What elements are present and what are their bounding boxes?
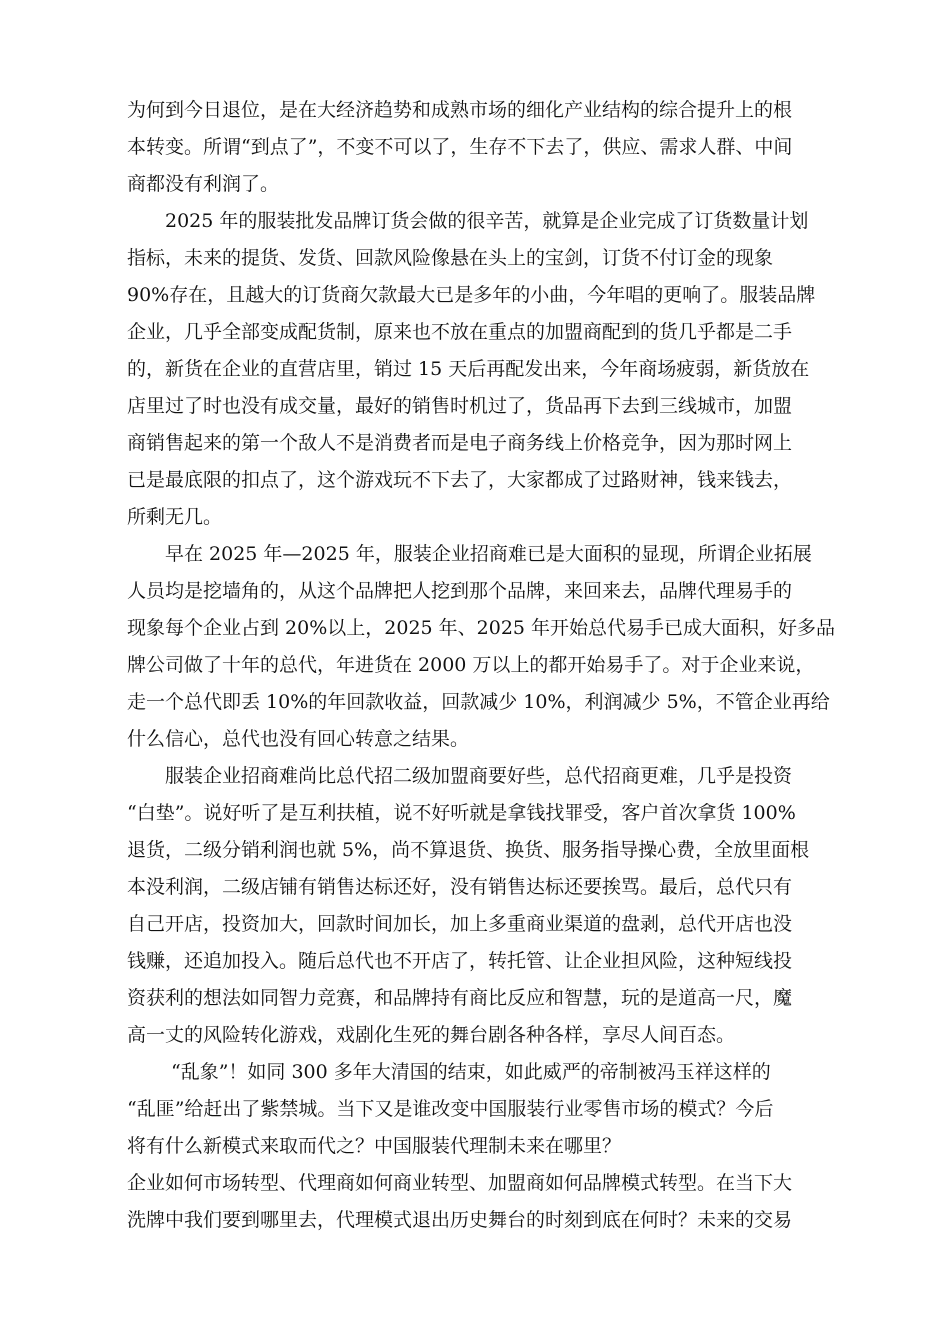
text-line: 90%存在，且越大的订货商欠款最大已是多年的小曲，今年唱的更响了。服装品牌 <box>127 284 816 306</box>
text-line: 钱赚，还追加投入。随后总代也不开店了，转托管、让企业担风险，这种短线投 <box>127 950 793 972</box>
document-body <box>127 92 836 1239</box>
text-line: 指标，未来的提货、发货、回款风险像悬在头上的宝剑，订货不付订金的现象 <box>127 247 774 269</box>
text-line: 高一丈的风险转化游戏，戏剧化生死的舞台剧各种各样，享尽人间百态。 <box>127 1024 736 1046</box>
text-line: 什么信心，总代也没有回心转意之结果。 <box>127 728 470 750</box>
text-line: 的，新货在企业的直营店里，销过 15 天后再配发出来，今年商场疲弱，新货放在 <box>127 358 810 380</box>
text-line: 退货，二级分销利润也就 5%，尚不算退货、换货、服务指导操心费，全放里面根 <box>127 839 810 861</box>
text-line: 企业，几乎全部变成配货制，原来也不放在重点的加盟商配到的货几乎都是二手 <box>127 321 793 343</box>
text-line: 商都没有利润了。 <box>127 173 280 195</box>
text-line: 企业如何市场转型、代理商如何商业转型、加盟商如何品牌模式转型。在当下大 <box>127 1172 793 1194</box>
text-line: 本转变。所谓“到点了”，不变不可以了，生存不下去了，供应、需求人群、中间 <box>127 136 793 158</box>
text-line: 所剩无几。 <box>127 506 223 528</box>
text-line: 本没利润，二级店铺有销售达标还好，没有销售达标还要挨骂。最后，总代只有 <box>127 876 793 898</box>
text-line: 自己开店，投资加大，回款时间加长，加上多重商业渠道的盘剥，总代开店也没 <box>127 913 793 935</box>
text-line: 牌公司做了十年的总代，年进货在 2000 万以上的都开始易手了。对于企业来说， <box>127 654 815 676</box>
text-line: 走一个总代即丢 10%的年回款收益，回款减少 10%，利润减少 5%，不管企业再给 <box>127 691 830 713</box>
paragraph-start-line: 早在 2025 年—2025 年，服装企业招商难已是大面积的显现，所谓企业拓展 <box>165 543 812 565</box>
paragraph-start-line: 2025 年的服装批发品牌订货会做的很辛苦，就算是企业完成了订货数量计划 <box>165 210 809 232</box>
text-line: 商销售起来的第一个敌人不是消费者而是电子商务线上价格竞争，因为那时网上 <box>127 432 793 454</box>
text-line: 店里过了时也没有成交量，最好的销售时机过了，货品再下去到三线城市，加盟 <box>127 395 793 417</box>
text-line: “乱匪”给赶出了紫禁城。当下又是谁改变中国服装行业零售市场的模式？今后 <box>127 1098 774 1120</box>
text-line: “白垫”。说好听了是互利扶植，说不好听就是拿钱找罪受，客户首次拿货 100% <box>127 802 796 824</box>
text-line: 将有什么新模式来取而代之？中国服装代理制未来在哪里？ <box>127 1135 622 1157</box>
text-line: 人员均是挖墙角的，从这个品牌把人挖到那个品牌，来回来去，品牌代理易手的 <box>127 580 793 602</box>
text-line: 已是最底限的扣点了，这个游戏玩不下去了，大家都成了过路财神，钱来钱去， <box>127 469 793 491</box>
text-line: 为何到今日退位，是在大经济趋势和成熟市场的细化产业结构的综合提升上的根 <box>127 99 793 121</box>
text-line: 洗牌中我们要到哪里去，代理模式退出历史舞台的时刻到底在何时？未来的交易 <box>127 1209 793 1231</box>
paragraph-start-line: “乱象”！如同 300 多年大清国的结束，如此威严的帝制被冯玉祥这样的 <box>171 1061 771 1083</box>
text-line: 现象每个企业占到 20%以上，2025 年、2025 年开始总代易手已成大面积，好多品 <box>127 617 836 639</box>
text-line: 资获利的想法如同智力竞赛，和品牌持有商比反应和智慧，玩的是道高一尺，魔 <box>127 987 793 1009</box>
paragraph-start-line: 服装企业招商难尚比总代招二级加盟商要好些，总代招商更难，几乎是投资 <box>165 765 793 787</box>
